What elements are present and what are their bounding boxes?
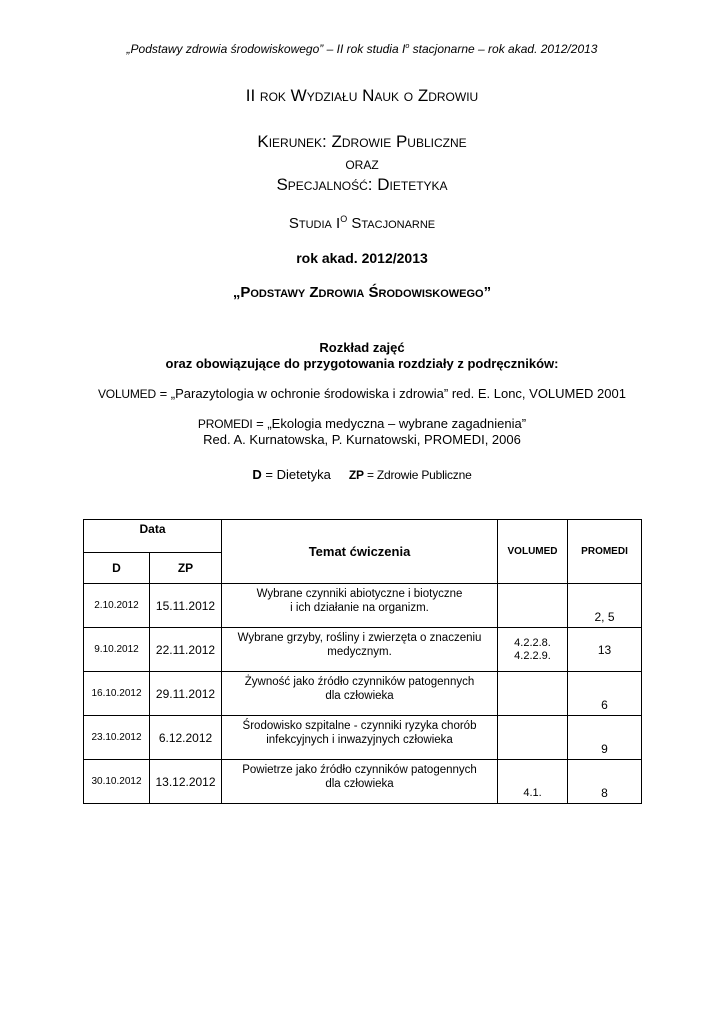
date-zp: 15.11.2012	[150, 584, 222, 628]
date-d: 30.10.2012	[84, 760, 150, 804]
header-promedi: PROMEDI	[568, 520, 642, 584]
topic-line1: Wybrane czynniki abiotyczne i biotyczne	[256, 588, 463, 600]
promedi-chapters: 2, 5	[568, 584, 642, 628]
promedi-description: = „Ekologia medyczna – wybrane zagadnienia”	[252, 416, 527, 431]
date-d: 9.10.2012	[84, 628, 150, 672]
header-d: D	[84, 553, 150, 584]
table-row	[84, 716, 642, 760]
topic-line2: dla człowieka	[325, 690, 394, 702]
academic-year: rok akad. 2012/2013	[296, 250, 428, 266]
header-data: Data	[84, 520, 222, 553]
topic-line2: medycznym.	[327, 646, 392, 658]
date-zp: 6.12.2012	[150, 716, 222, 760]
running-header-sup: o	[405, 41, 410, 50]
course-title: „Podstawy Zdrowia Środowiskowego”	[232, 284, 492, 301]
header-zp: ZP	[150, 553, 222, 584]
schedule-table	[83, 519, 642, 804]
promedi-chapters: 13	[568, 628, 642, 672]
topic-line2: i ich działanie na organizm.	[290, 602, 429, 614]
volumed-chapters	[498, 716, 568, 760]
promedi-chapters: 6	[568, 672, 642, 716]
topic-line1: Żywność jako źródło czynników patogennych	[244, 676, 475, 688]
running-header	[0, 41, 724, 56]
schedule-heading: Rozkład zajęć	[319, 340, 405, 355]
promedi-reference	[0, 416, 724, 431]
date-d: 16.10.2012	[84, 672, 150, 716]
legend-d: D	[252, 467, 262, 482]
legend-zp-description: = Zdrowie Publiczne	[363, 468, 472, 482]
volumed-chapters	[498, 628, 568, 672]
legend-d-description: = Dietetyka	[261, 467, 331, 482]
date-zp: 13.12.2012	[150, 760, 222, 804]
table-row	[84, 628, 642, 672]
specjalnosc-line: Specjalność: Dietetyka	[276, 175, 448, 194]
abbreviation-legend	[0, 467, 724, 482]
oraz-line: oraz	[345, 154, 379, 173]
year-faculty-line: II rok Wydziału Nauk o Zdrowiu	[245, 86, 479, 105]
volumed-line1: 4.2.2.8.	[514, 636, 551, 649]
topic-line2: infekcyjnych i inwazyjnych człowieka	[266, 734, 453, 746]
schedule-subheading: oraz obowiązujące do przygotowania rozdziały z podręczników:	[165, 356, 559, 371]
volumed-chapters	[498, 584, 568, 628]
promedi-editors: Red. A. Kurnatowska, P. Kurnatowski, PROMEDI, 2006	[203, 432, 521, 447]
studia-label: Studia I	[288, 215, 341, 232]
header-temat: Temat ćwiczenia	[222, 520, 498, 584]
legend-zp: ZP	[348, 468, 364, 482]
kierunek-line: Kierunek: Zdrowie Publiczne	[257, 132, 467, 151]
topic-line1: Wybrane grzyby, rośliny i zwierzęta o znaczeniu	[237, 632, 482, 644]
table-row	[84, 584, 642, 628]
volumed-line1: 4.1.	[523, 787, 542, 799]
running-header-title: „Podstawy zdrowia środowiskowego” – II rok studia I	[126, 42, 406, 56]
table-row	[84, 760, 642, 804]
volumed-chapters	[498, 672, 568, 716]
topic-line1: Powietrze jako źródło czynników patogennych	[242, 764, 477, 776]
volumed-abbr: VOLUMED	[98, 387, 156, 401]
topic	[222, 716, 498, 760]
volumed-chapters	[498, 760, 568, 804]
header-volumed: VOLUMED	[498, 520, 568, 584]
volumed-reference	[0, 386, 724, 401]
promedi-chapters: 8	[568, 760, 642, 804]
studia-rest: Stacjonarne	[347, 215, 436, 232]
date-zp: 29.11.2012	[150, 672, 222, 716]
volumed-description: = „Parazytologia w ochronie środowiska i zdrowia” red. E. Lonc, VOLUMED 2001	[155, 386, 626, 401]
date-zp: 22.11.2012	[150, 628, 222, 672]
topic	[222, 672, 498, 716]
topic	[222, 584, 498, 628]
topic-line1: Środowisko szpitalne - czynniki ryzyka chorób	[242, 720, 477, 732]
studia-line	[0, 214, 724, 232]
running-header-rest: stacjonarne – rok akad. 2012/2013	[409, 42, 598, 56]
topic	[222, 760, 498, 804]
promedi-abbr: PROMEDI	[197, 417, 253, 431]
date-d: 23.10.2012	[84, 716, 150, 760]
studia-sup: O	[340, 214, 348, 224]
topic	[222, 628, 498, 672]
table-row	[84, 672, 642, 716]
topic-line2: dla człowieka	[325, 778, 394, 790]
date-d: 2.10.2012	[84, 584, 150, 628]
promedi-chapters: 9	[568, 716, 642, 760]
volumed-line2: 4.2.2.9.	[514, 649, 551, 662]
